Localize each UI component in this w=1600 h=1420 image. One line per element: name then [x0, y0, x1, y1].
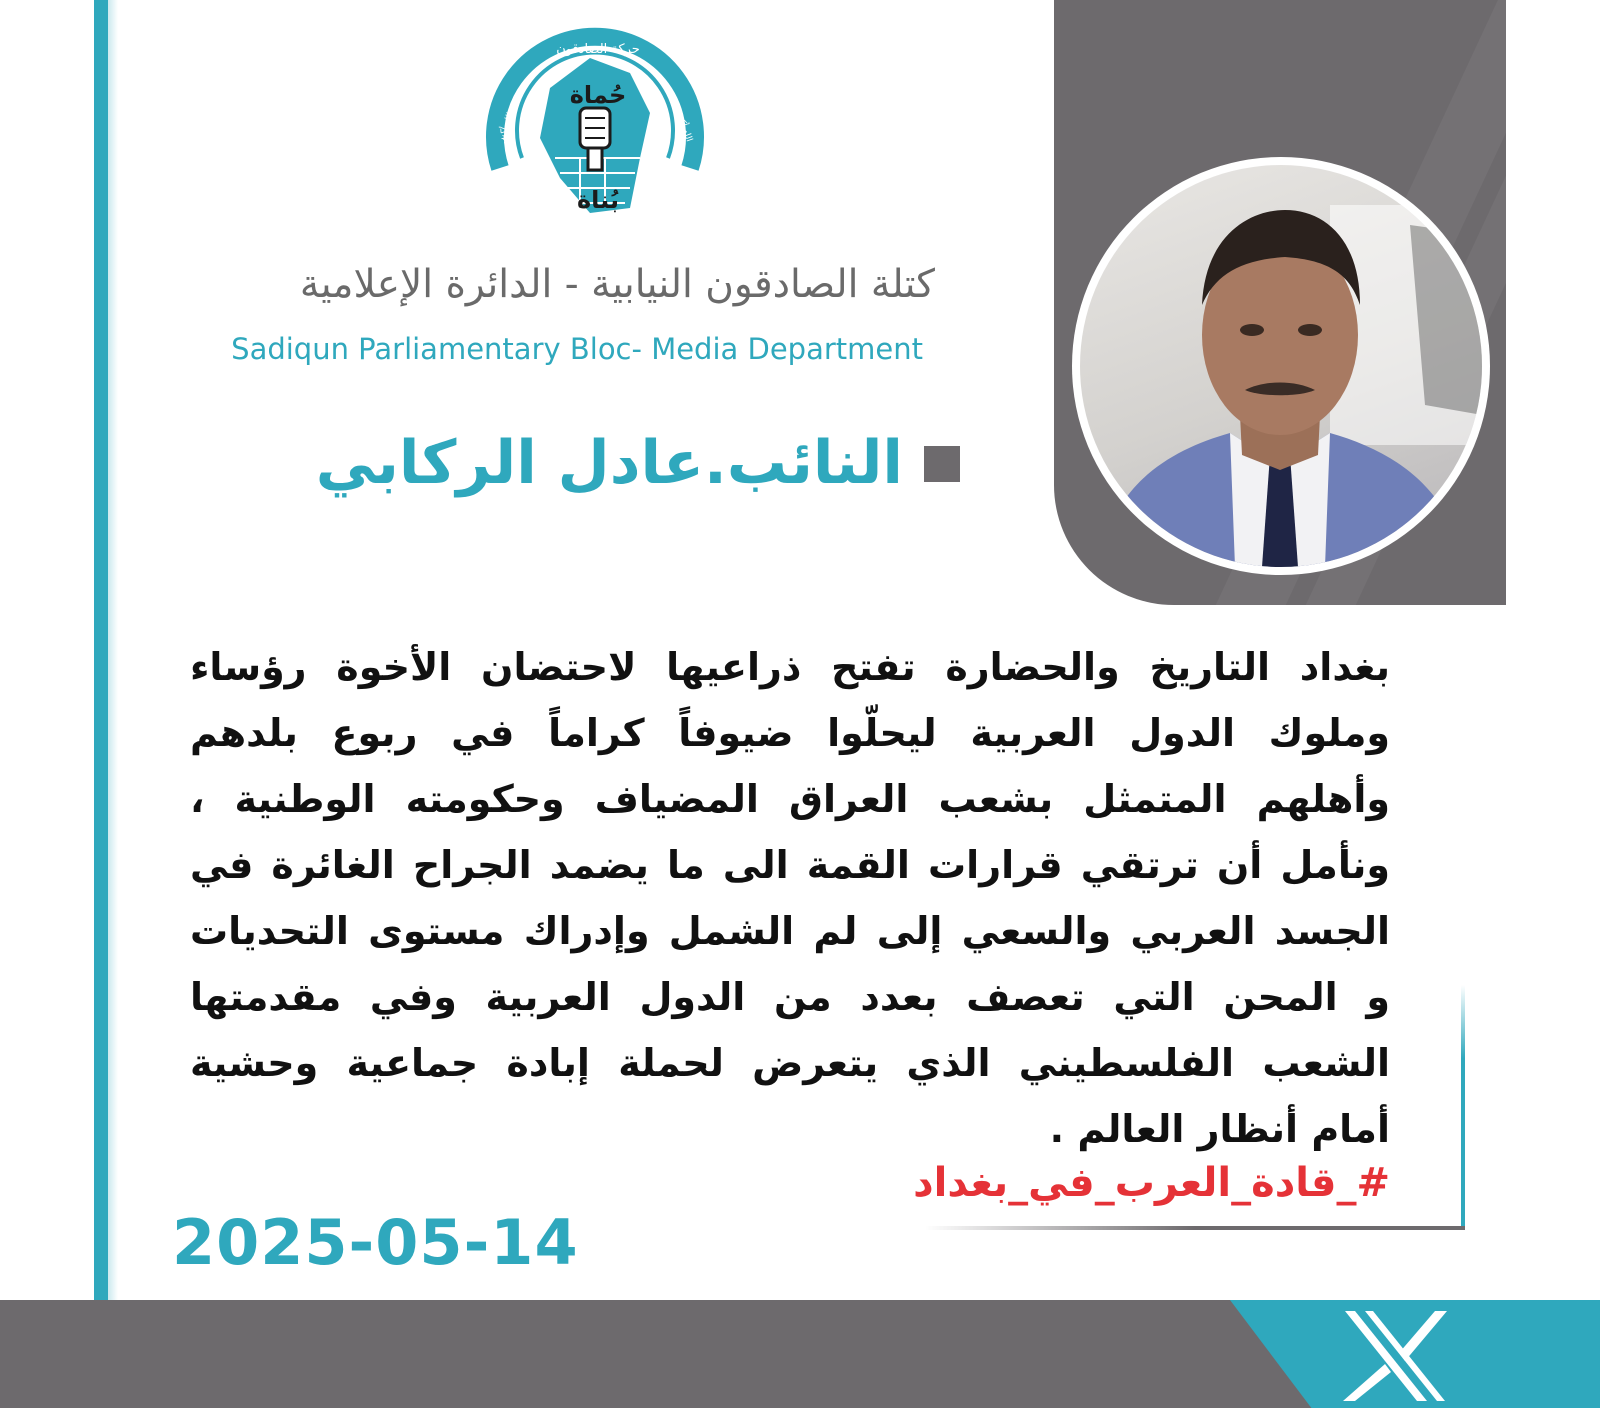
statement-line: وأهلهم المتمثل بشعب العراق المضياف وحكومته الوطنية ،: [190, 777, 1390, 821]
left-accent-stripe: [94, 0, 108, 1300]
speaker-name: النائب.عادل الركابي: [315, 428, 903, 498]
logo-bottom-word: بُناة: [577, 186, 619, 214]
title-marker-square: [924, 446, 960, 482]
statement-line: ونأمل أن ترتقي قرارات القمة الى ما يضمد الجراح الغائرة في: [190, 843, 1390, 887]
statement-line: الشعب الفلسطيني الذي يتعرض لحملة إبادة جماعية وحشية: [190, 1041, 1390, 1085]
statement-line: و المحن التي تعصف بعدد من الدول العربية وفي مقدمتها: [190, 975, 1390, 1019]
x-logo-icon[interactable]: [1335, 1306, 1455, 1406]
logo-side-text-left: الله أكبر: [496, 111, 517, 144]
statement-line: بغداد التاريخ والحضارة تفتح ذراعيها لاحتضان الأخوة رؤساء: [190, 645, 1390, 689]
statement-line: الجسد العربي والسعي إلى لم الشمل وإدراك مستوى التحديات: [190, 909, 1390, 953]
quote-frame-right: [1461, 985, 1465, 1230]
speaker-portrait: [1080, 165, 1482, 567]
statement-text: [190, 634, 1390, 1162]
statement-line: وملوك الدول العربية ليحلّوا ضيوفاً كراماً في ربوع بلدهم: [190, 711, 1390, 755]
left-accent-stripe-shadow: [108, 0, 118, 1300]
org-name-arabic: كتلة الصادقون النيابية - الدائرة الإعلامية: [299, 262, 935, 307]
bloc-logo: [480, 18, 710, 228]
statement-line: أمام أنظار العالم .: [1049, 1107, 1390, 1151]
quote-frame-bottom: [925, 1226, 1465, 1230]
footer-bottom-strip: [0, 1408, 1600, 1420]
speaker-title-row: [315, 428, 965, 510]
logo-side-text-right: الله أكبر: [673, 111, 694, 144]
logo-arc-text: حركة الصادقون: [556, 42, 640, 57]
logo-top-word: حُماة: [569, 81, 627, 109]
hashtag: #_قادة_العرب_في_بغداد: [913, 1160, 1390, 1206]
portrait-illustration: [1080, 165, 1482, 567]
post-date: 2025-05-14: [172, 1206, 579, 1279]
org-name-english: Sadiqun Parliamentary Bloc- Media Department: [231, 332, 923, 366]
logo-emblem: [480, 18, 710, 228]
